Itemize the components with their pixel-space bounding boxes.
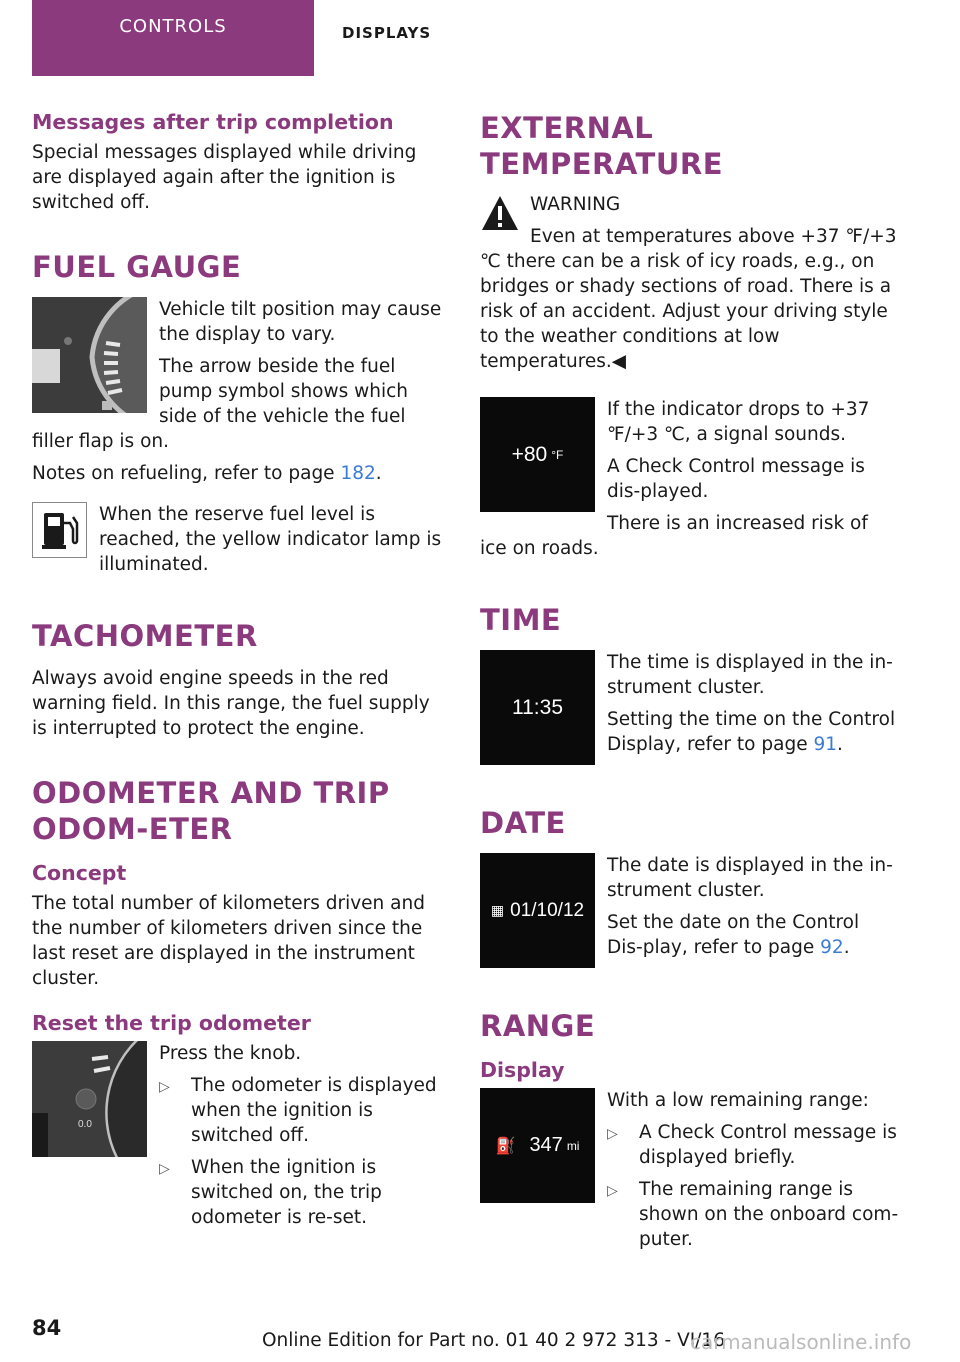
warning-section bbox=[480, 194, 900, 381]
page-number: 84 bbox=[32, 1316, 62, 1340]
time-value: 11:35 bbox=[512, 695, 563, 719]
watermark: carmanualsonline.info bbox=[690, 1330, 912, 1354]
reserve-section bbox=[32, 502, 450, 584]
range-bullet: ▷ The remaining range is shown on the onboard com‐puter. bbox=[607, 1179, 899, 1250]
range-text: With a low remaining range: bbox=[607, 1090, 869, 1111]
time-section bbox=[480, 650, 900, 771]
messages-heading: Messages after trip completion bbox=[32, 110, 394, 134]
tachometer-heading: TACHOMETER bbox=[32, 619, 258, 653]
temperature-text-3: There is an increased risk of ice on roads. bbox=[480, 513, 868, 559]
reset-bullet: ▷ When the ignition is switched on, the trip odometer is re‐set. bbox=[159, 1157, 382, 1228]
concept-text: The total number of kilometers driven and the number of kilometers driven since the last reset are displayed in the instrument cluster. bbox=[32, 893, 425, 989]
date-display-image bbox=[480, 853, 595, 968]
range-unit: mi bbox=[566, 1138, 580, 1153]
temperature-text-2: A Check Control message is dis‐played. bbox=[607, 456, 865, 502]
page-link-91[interactable]: 91 bbox=[813, 734, 838, 755]
odometer-heading: ODOMETER AND TRIP ODOM‐ETER bbox=[32, 776, 390, 846]
bullet-triangle-icon: ▷ bbox=[159, 1161, 170, 1177]
tachometer-text: Always avoid engine speeds in the red warning field. In this range, the fuel supply is interrupted to protect the engine. bbox=[32, 668, 430, 739]
temperature-text-1: If the indicator drops to +37 ℉/+3 ℃, a signal sounds. bbox=[607, 399, 870, 445]
range-display-image bbox=[480, 1088, 595, 1203]
time-text-2: Setting the time on the Control Display, refer to page 91. bbox=[607, 709, 896, 755]
range-heading: RANGE bbox=[480, 1009, 596, 1043]
temperature-section bbox=[480, 397, 900, 568]
date-section bbox=[480, 853, 900, 974]
temperature-unit: °F bbox=[551, 447, 564, 462]
reset-bullet: ▷ The odometer is displayed when the ignition is switched off. bbox=[159, 1075, 437, 1146]
page-link-92[interactable]: 92 bbox=[820, 937, 844, 958]
bullet-triangle-icon: ▷ bbox=[159, 1079, 170, 1095]
fuel-pump-icon: ⛽ bbox=[495, 1137, 516, 1155]
refuel-notes: Notes on refueling, refer to page 182. bbox=[32, 463, 382, 484]
external-temperature-heading: EXTERNAL TEMPERATURE bbox=[480, 111, 724, 181]
reset-text: Press the knob. bbox=[159, 1043, 302, 1064]
range-section bbox=[480, 1088, 900, 1259]
time-text-1: The time is displayed in the in‐strument cluster. bbox=[607, 652, 893, 698]
bullet-triangle-icon: ▷ bbox=[607, 1126, 618, 1142]
fuel-arrow-text: The arrow beside the fuel pump symbol shows which side of the vehicle the fuel filler flap is on. bbox=[32, 356, 409, 452]
fuel-tilt-text: Vehicle tilt position may cause the display to vary. bbox=[159, 299, 442, 345]
warning-text: Even at temperatures above +37 ℉/+3 ℃ there can be a risk of icy roads, e.g., on bridges or shady sections of road. There is a risk of an accident. Adjust your driving style to the weather conditions at low temperatures.◀ bbox=[480, 226, 897, 372]
time-display-image bbox=[480, 650, 595, 765]
reset-heading: Reset the trip odometer bbox=[32, 1011, 311, 1035]
messages-text: Special messages displayed while driving are displayed again after the ignition is switched off. bbox=[32, 142, 417, 213]
tab-controls[interactable]: CONTROLS bbox=[54, 0, 292, 52]
fuel-pump-icon bbox=[32, 502, 87, 558]
display-heading: Display bbox=[480, 1058, 565, 1082]
tab-displays[interactable]: DISPLAYS bbox=[342, 24, 432, 42]
odometer-knob-image bbox=[32, 1041, 147, 1157]
bullet-triangle-icon: ▷ bbox=[607, 1183, 618, 1199]
temperature-display-image bbox=[480, 397, 595, 512]
page-link-182[interactable]: 182 bbox=[340, 463, 376, 484]
range-bullet: ▷ A Check Control message is displayed briefly. bbox=[607, 1122, 897, 1168]
reset-section bbox=[32, 1041, 450, 1237]
concept-heading: Concept bbox=[32, 861, 127, 885]
warning-triangle-icon bbox=[480, 194, 520, 234]
edition-text: Online Edition for Part no. 01 40 2 972 313 - VI/16 bbox=[262, 1330, 725, 1351]
warning-label: WARNING bbox=[530, 194, 621, 215]
date-heading: DATE bbox=[480, 806, 566, 840]
temperature-value: +80 bbox=[511, 442, 548, 466]
calendar-icon: ▦ bbox=[490, 902, 505, 918]
reserve-text: When the reserve fuel level is reached, the yellow indicator lamp is illuminated. bbox=[99, 504, 442, 575]
odometer-readout: 0.0 bbox=[78, 1119, 92, 1130]
date-value: 01/10/12 bbox=[510, 899, 585, 921]
range-value: 347 bbox=[529, 1134, 563, 1156]
right-column bbox=[480, 108, 900, 1259]
date-text-2: Set the date on the Control Dis‐play, refer to page 92. bbox=[607, 912, 860, 958]
fuel-gauge-section bbox=[32, 297, 450, 461]
time-heading: TIME bbox=[480, 603, 562, 637]
fuel-gauge-heading: FUEL GAUGE bbox=[32, 250, 242, 284]
fuel-gauge-image bbox=[32, 297, 147, 413]
left-column bbox=[32, 108, 450, 1237]
date-text-1: The date is displayed in the in‐strument cluster. bbox=[607, 855, 893, 901]
